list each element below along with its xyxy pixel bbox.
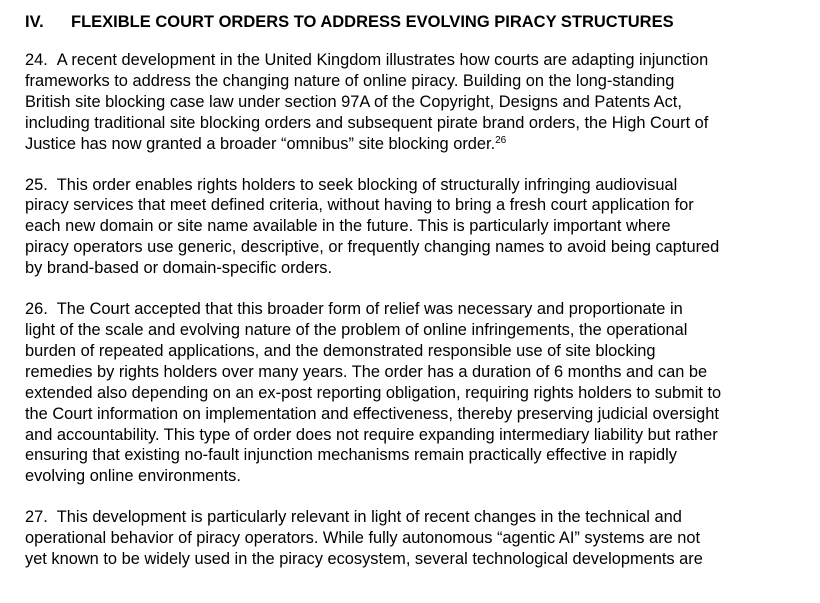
paragraph-25 — [25, 175, 815, 280]
paragraph-line: including traditional site blocking orders and subsequent pirate brand orders, the High Court of — [25, 113, 709, 132]
paragraph-26 — [25, 299, 815, 487]
footnote-marker[interactable]: 26 — [495, 134, 507, 146]
paragraph-line: the Court information on implementation and effectiveness, thereby preserving judicial oversight — [25, 404, 719, 423]
paragraph-line: remedies by rights holders over many years. The order has a duration of 6 months and can be — [25, 362, 708, 381]
paragraph-line: by brand-based or domain-specific orders. — [25, 259, 333, 278]
paragraph-24 — [25, 50, 815, 155]
paragraph-text: The Court accepted that this broader form of relief was necessary and proportionate in — [56, 300, 683, 319]
paragraph-line: British site blocking case law under section 97A of the Copyright, Designs and Patents Act, — [25, 92, 682, 111]
paragraph-line — [25, 50, 815, 71]
paragraph-text: This order enables rights holders to seek blocking of structurally infringing audiovisual — [56, 175, 678, 194]
section-heading — [25, 12, 815, 32]
section-number: IV. — [25, 13, 44, 31]
section-title: FLEXIBLE COURT ORDERS TO ADDRESS EVOLVING PIRACY STRUCTURES — [71, 13, 674, 31]
paragraph-line: light of the scale and evolving nature of the problem of online infringements, the operational — [25, 320, 688, 339]
paragraph-line: each new domain or site name available in the future. This is particularly important where — [25, 217, 671, 236]
paragraph-line: piracy operators use generic, descriptive, or frequently changing names to avoid being captured — [25, 238, 720, 257]
paragraph-text: This development is particularly relevant in light of recent changes in the technical and — [56, 508, 682, 527]
paragraph-line: extended also depending on an ex-post reporting obligation, requiring rights holders to submit to — [25, 383, 722, 402]
paragraph-line: burden of repeated applications, and the demonstrated responsible use of site blocking — [25, 341, 656, 360]
paragraph-line — [25, 507, 815, 528]
paragraph-line: evolving online environments. — [25, 467, 241, 486]
paragraph-line — [25, 299, 815, 320]
paragraph-text: A recent development in the United Kingdom illustrates how courts are adapting injunction — [56, 51, 709, 69]
paragraph-line — [25, 134, 815, 155]
paragraph-line: piracy services that meet defined criteria, without having to bring a fresh court application for — [25, 196, 694, 215]
paragraph-line: operational behavior of piracy operators. While fully autonomous “agentic AI” systems are not — [25, 529, 701, 548]
paragraph-27 — [25, 507, 815, 570]
paragraph-text: Justice has now granted a broader “omnibus” site blocking order. — [25, 134, 496, 153]
paragraph-line — [25, 175, 815, 196]
document-page — [25, 12, 815, 590]
paragraph-line: ensuring that existing no-fault injunction mechanisms remain practically effective in rapidly — [25, 446, 677, 465]
paragraph-number: 26. — [25, 300, 48, 319]
paragraph-line: and accountability. This type of order does not require expanding intermediary liability but rather — [25, 425, 718, 444]
paragraph-number: 27. — [25, 508, 48, 527]
paragraph-number: 24. — [25, 51, 48, 69]
paragraph-number: 25. — [25, 175, 48, 194]
paragraph-line: frameworks to address the changing nature of online piracy. Building on the long-standing — [25, 71, 675, 90]
paragraph-line: yet known to be widely used in the piracy ecosystem, several technological developments are — [25, 550, 703, 569]
